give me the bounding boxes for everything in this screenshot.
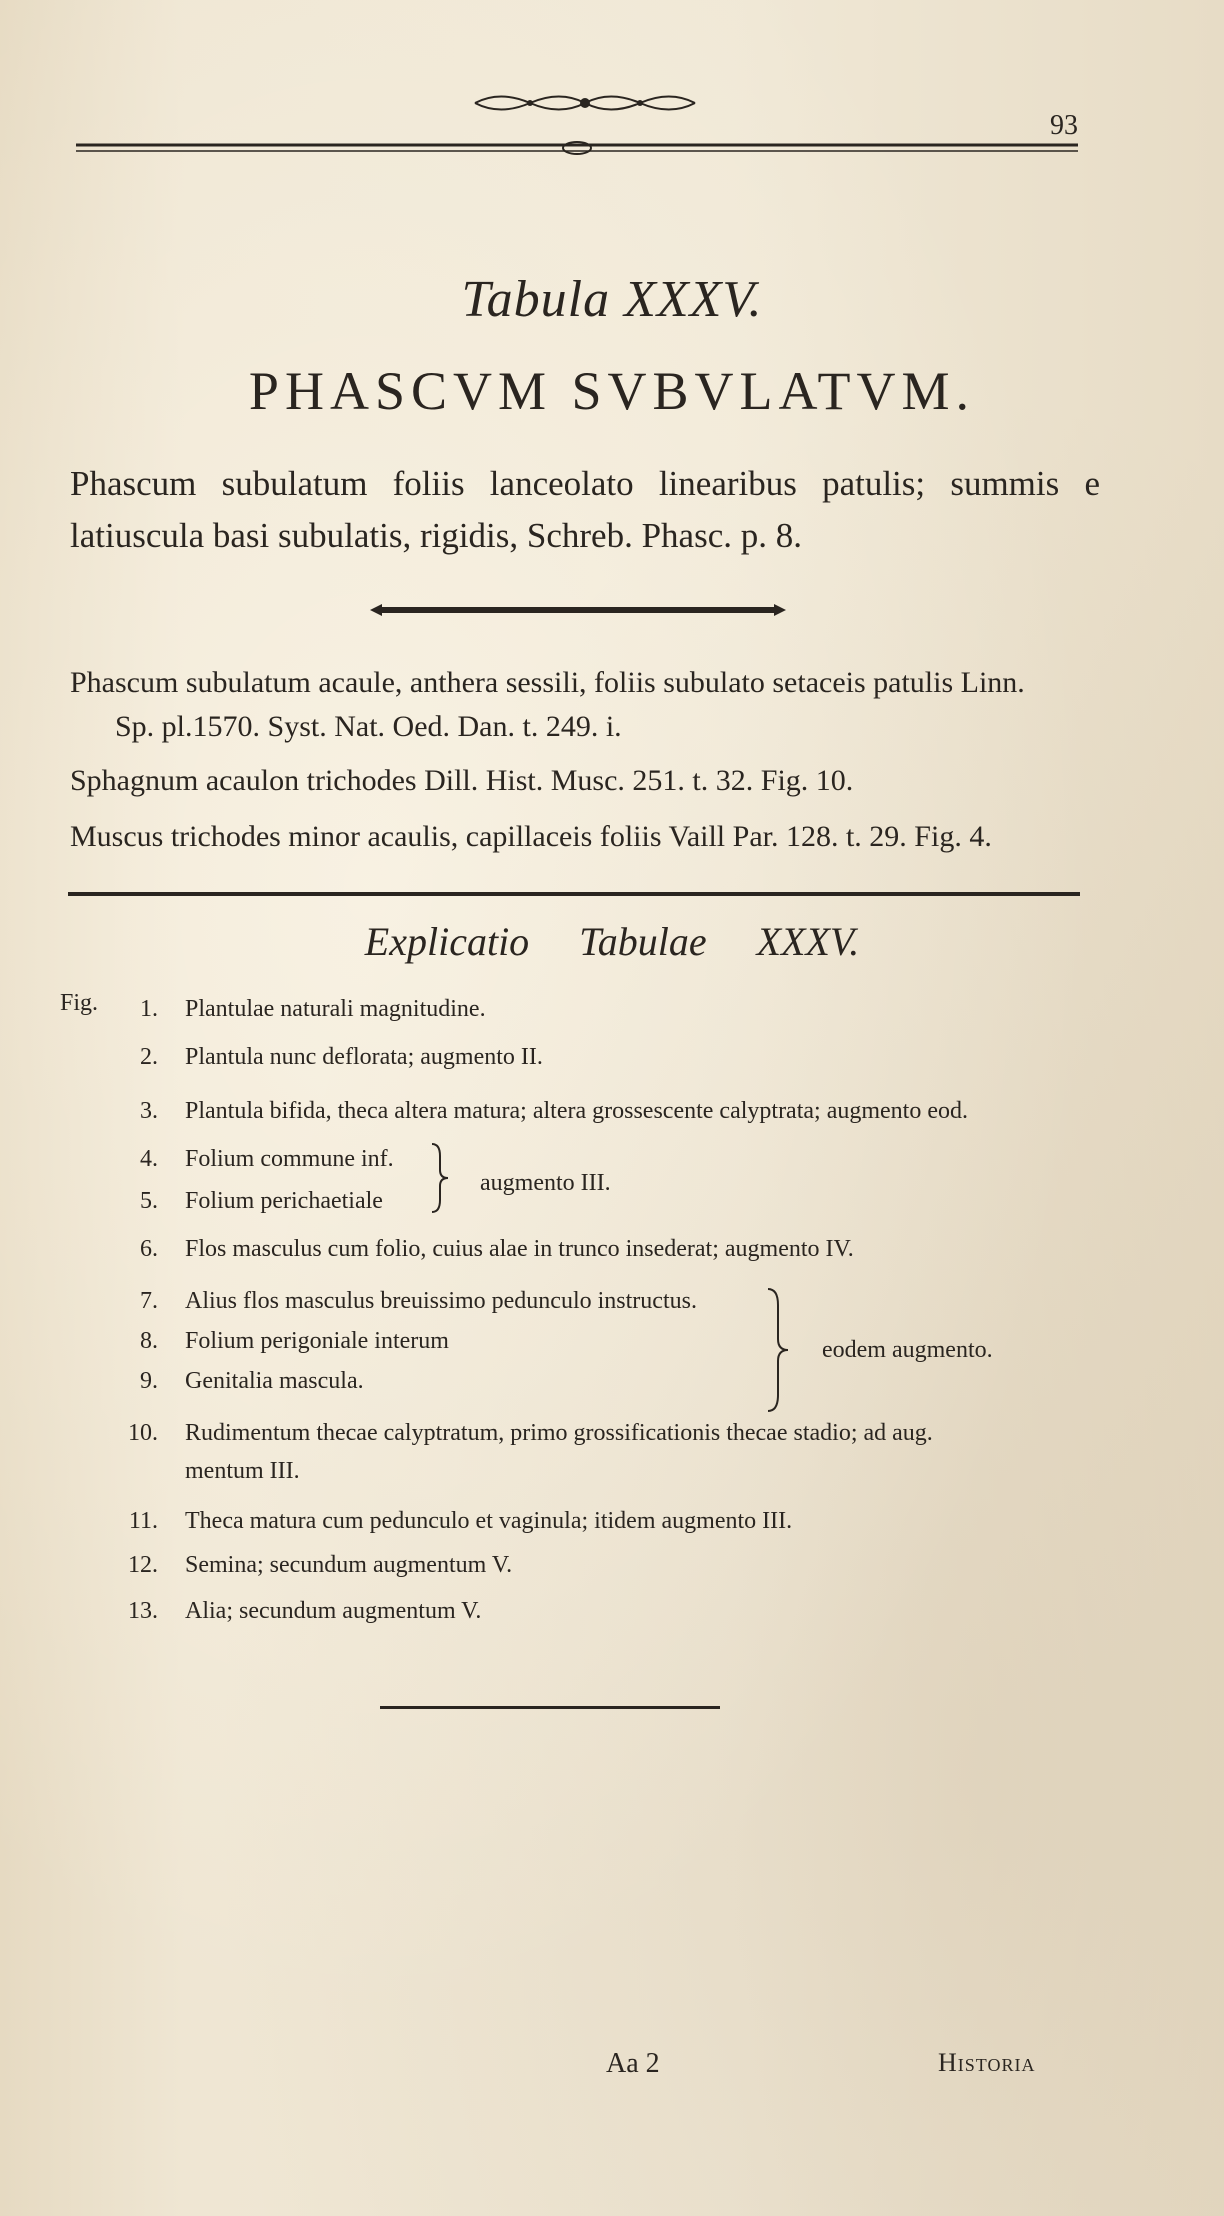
brace-note: augmento III. [480, 1170, 611, 1196]
page-number: 93 [1050, 110, 1078, 141]
figure-caption: Folium perigoniale interum [185, 1328, 449, 1354]
synonym-line: Phascum subulatum acaule, anthera sessili, foliis subulato setaceis patulis Linn. [70, 666, 1025, 699]
figure-caption: Alia; secundum augmentum V. [185, 1598, 482, 1624]
figure-number: 13. [128, 1598, 158, 1624]
species-diagnosis: Phascum subulatum foliis lanceolato linearibus patulis; summis e latiuscula basi subulatis, rigidis, Schreb. Phasc. p. 8. [70, 464, 1100, 555]
figure-caption-continued: mentum III. [185, 1458, 300, 1484]
figure-caption: Plantula nunc deflorata; augmento II. [185, 1044, 543, 1070]
brace-note: eodem augmento. [822, 1337, 993, 1363]
plate-title: Tabula XXXV. [461, 271, 763, 328]
species-name: PHASCVM SVBVLATVM. [248, 361, 976, 421]
figure-number: 12. [128, 1552, 158, 1578]
figure-number: 1. [140, 996, 158, 1022]
section-rule [68, 892, 1080, 896]
synonym-line: Muscus trichodes minor acaulis, capillaceis foliis Vaill Par. 128. t. 29. Fig. 4. [70, 820, 992, 853]
synonym-line: Sp. pl.1570. Syst. Nat. Oed. Dan. t. 249. i. [115, 710, 622, 743]
figure-caption: Plantula bifida, theca altera matura; altera grossescente calyptrata; augmento eod. [185, 1098, 968, 1124]
figure-caption: Folium commune inf. [185, 1146, 394, 1172]
brace-icon [764, 1285, 794, 1415]
figure-number: 10. [128, 1420, 158, 1446]
signature-mark: Aa 2 [606, 2048, 660, 2079]
catchword: Historia [938, 2048, 1036, 2077]
figure-number: 11. [128, 1508, 158, 1534]
figure-number: 7. [140, 1288, 158, 1314]
brace-icon [428, 1140, 452, 1216]
figure-number: 4. [140, 1146, 158, 1172]
figure-number: 9. [140, 1368, 158, 1394]
figure-caption: Alius flos masculus breuissimo pedunculo instructus. [185, 1288, 697, 1314]
explicatio-heading: Explicatio Tabulae XXXV. [364, 919, 860, 964]
figure-caption: Rudimentum thecae calyptratum, primo grossificationis thecae stadio; ad aug. [185, 1420, 933, 1446]
figure-number: 5. [140, 1188, 158, 1214]
figure-caption: Plantulae naturali magnitudine. [185, 996, 486, 1022]
header-rule [72, 133, 1082, 173]
figure-number: 6. [140, 1236, 158, 1262]
figure-caption: Semina; secundum augmentum V. [185, 1552, 513, 1578]
figure-caption: Theca matura cum pedunculo et vaginula; itidem augmento III. [185, 1508, 793, 1534]
figure-number: 8. [140, 1328, 158, 1354]
figure-caption: Flos masculus cum folio, cuius alae in trunco insederat; augmento IV. [185, 1236, 854, 1262]
closing-rule [380, 1706, 720, 1709]
headpiece-ornament [470, 88, 700, 118]
section-ornament [368, 600, 788, 620]
figure-number: 3. [140, 1098, 158, 1124]
figure-caption: Genitalia mascula. [185, 1368, 364, 1394]
figure-caption: Folium perichaetiale [185, 1188, 383, 1214]
synonym-line: Sphagnum acaulon trichodes Dill. Hist. Musc. 251. t. 32. Fig. 10. [70, 764, 854, 797]
fig-label: Fig. [60, 990, 99, 1016]
figure-number: 2. [140, 1044, 158, 1070]
